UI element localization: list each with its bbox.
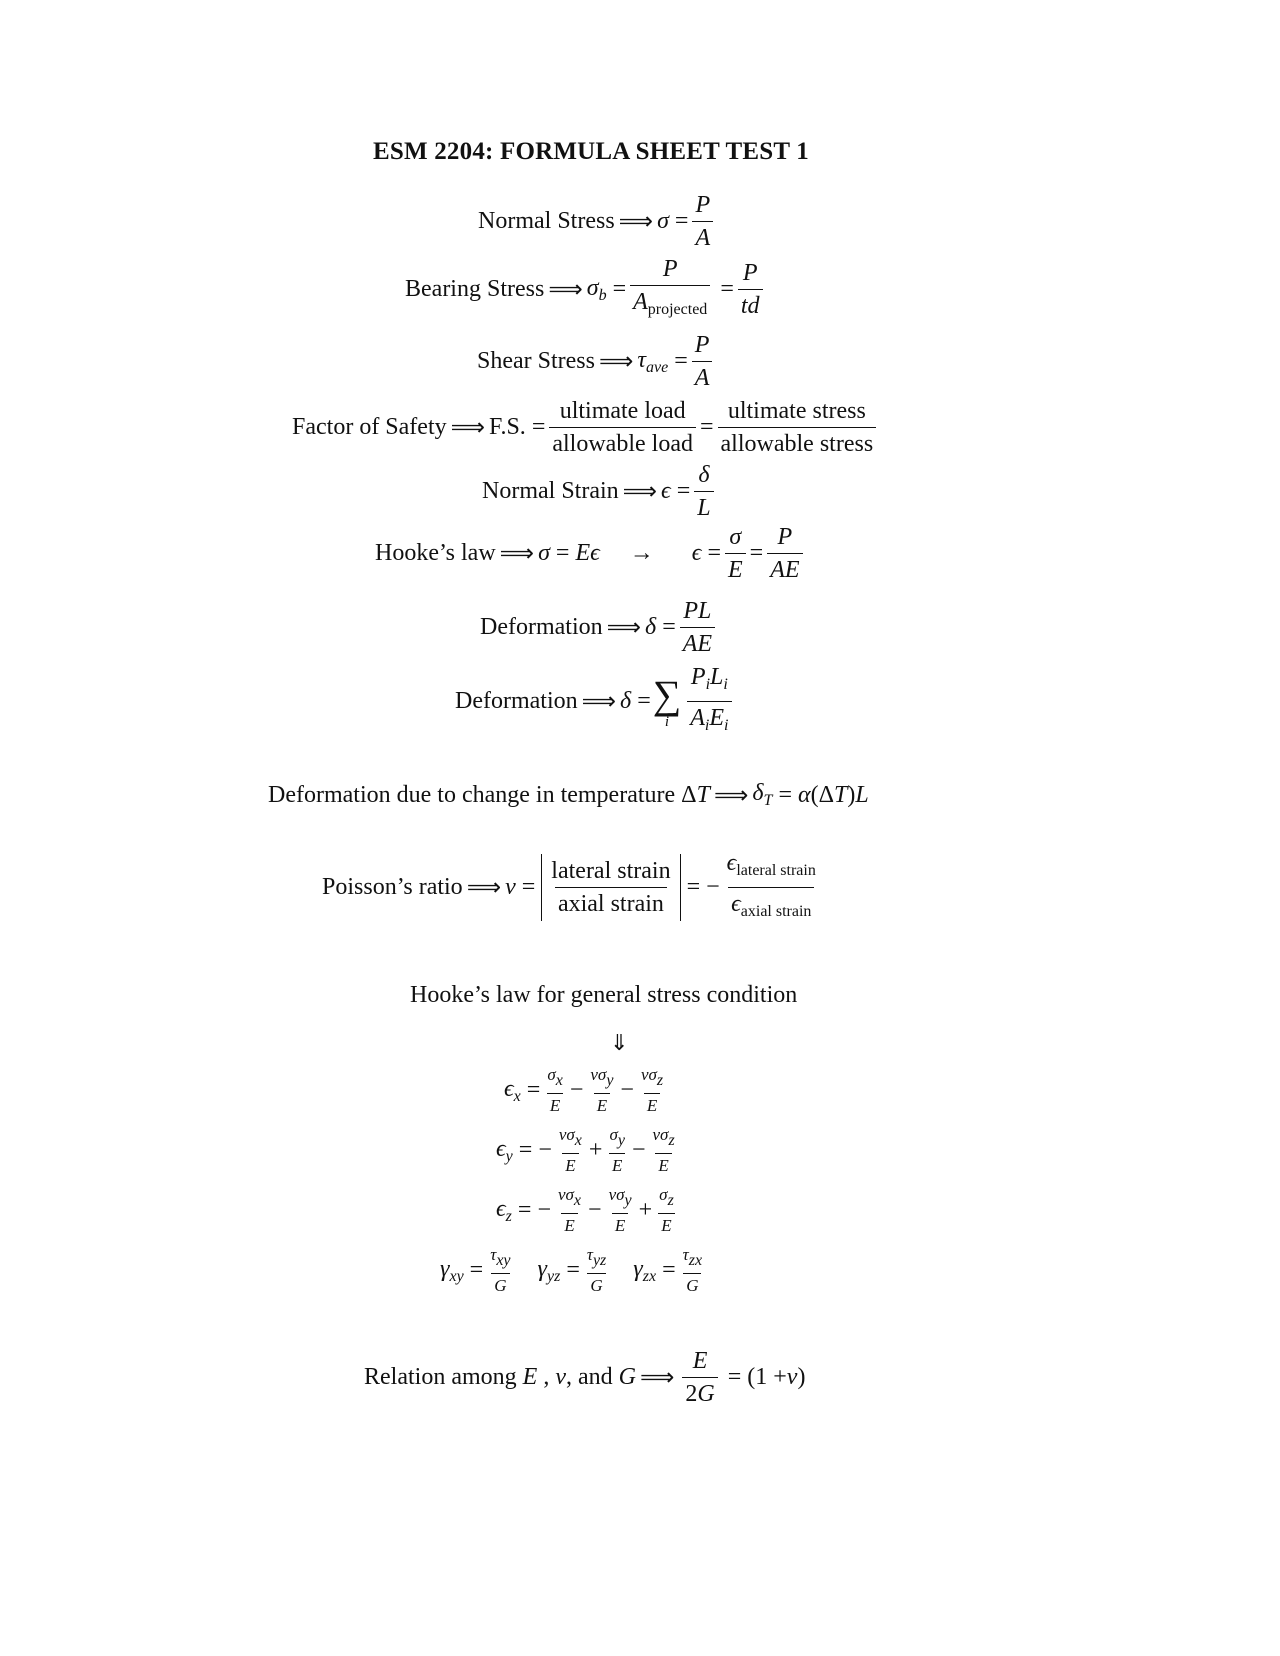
poissons-ratio-formula: Poisson’s ratio ⟹ ν = $\frac{\text{lateral strain}}{\text{axial strain}}$ = − $\frac{\epsilon_{lateral strain}}{\epsilon_{axial strain}}$ — [322, 848, 823, 927]
general-hooke-label: Hooke’s law for general stress condition — [410, 982, 798, 1008]
allowable-stress: allowable stress — [718, 427, 877, 459]
fs-symbol: F.S. — [489, 414, 526, 440]
factor-of-safety-label: Factor of Safety — [292, 414, 447, 440]
axial-strain-sub: axial strain — [740, 903, 812, 920]
factor-of-safety-formula: Factor of Safety ⟹ F.S. = $\frac{\text{ultimate load}}{\text{allowable load}}$ = $\frac{\text{ultimate stress}}{\text{allowable stress}}$ — [292, 396, 880, 459]
thermal-deformation-formula: Deformation due to change in temperature Δ T ⟹ $\delta_T$ = α (Δ T ) L — [268, 780, 869, 809]
hookes-law-label: Hooke’s law — [375, 540, 496, 566]
down-arrow: ⇓ — [610, 1030, 629, 1055]
ultimate-load: ultimate load — [559, 398, 686, 424]
normal-strain-label: Normal Strain — [482, 478, 619, 504]
normal-strain-formula: Normal Strain ⟹ ϵ = $\frac{\delta}{L}$ — [482, 460, 718, 523]
shear-subscript: ave — [645, 358, 669, 376]
bearing-stress-label: Bearing Stress — [405, 276, 545, 302]
thermal-deformation-label: Deformation due to change in temperature — [268, 781, 676, 808]
epsilon-y-equation: $\epsilon_y$ = − $\frac{\text{νσx}}{E}$ + $\frac{\sigma y}{E}$ − $\frac{\text{νσz}}{E}$ — [496, 1125, 675, 1175]
relation-prefix: Relation among — [364, 1364, 517, 1390]
hookes-law-formula: Hooke’s law ⟹ σ = Eϵ → ϵ = $\frac{\sigma}{E}$ = $\frac{P}{AE}$ — [375, 522, 807, 585]
deformation-sum-label: Deformation — [455, 688, 578, 714]
relation-formula: Relation among E , ν , and G ⟹ $\frac{E}{2G}$ = (1 + ν ) — [364, 1348, 806, 1407]
lateral-strain-sub: lateral strain — [736, 862, 816, 879]
epsilon-z-equation: $\epsilon_z$ = − $\frac{\text{νσx}}{E}$ − $\frac{\text{νσy}}{E}$ + $\frac{\sigma z}{E}$ — [496, 1185, 674, 1235]
epsilon-x-equation: $\epsilon_x$ = $\frac{\sigma x}{E}$ − $\frac{\text{νσy}}{E}$ − $\frac{\text{νσz}}{E}$ — [504, 1065, 664, 1115]
allowable-load: allowable load — [549, 427, 696, 459]
normal-stress-label: Normal Stress — [478, 208, 615, 234]
bearing-stress-formula: Bearing Stress ⟹ $\sigma_b$ = $\frac{P}{A_{projected}}$ = $\frac{P}{td}$ — [405, 254, 767, 325]
normal-stress-formula: Normal Stress ⟹ σ = $\frac{P}{A}$ — [478, 190, 717, 253]
shear-strain-equations: $\gamma_{xy}$ = $\frac{\text{τxy}}{G}$ $\gamma_{yz}$ = $\frac{\text{τyz}}{G}$ $\gamma_{zx}$ = $\frac{\text{τzx}}{G}$ — [440, 1245, 703, 1295]
general-hooke-equations — [440, 1060, 860, 1320]
poissons-ratio-label: Poisson’s ratio — [322, 874, 463, 900]
lateral-strain: lateral strain — [551, 858, 671, 884]
page-title: ESM 2204: FORMULA SHEET TEST 1 — [373, 138, 809, 165]
deformation-sum-formula: Deformation ⟹ δ = ∑ i $\frac{P_iL_i}{A_iE_i}$ — [455, 662, 736, 741]
relation-and: , and — [565, 1364, 613, 1390]
shear-stress-formula: Shear Stress ⟹ $\tau_{ave}$ = $\frac{P}{A}$ — [477, 330, 716, 393]
general-hooke-heading — [410, 982, 797, 1009]
shear-stress-label: Shear Stress — [477, 348, 595, 374]
axial-strain: axial strain — [555, 887, 667, 919]
ultimate-stress: ultimate stress — [727, 398, 866, 424]
deformation-formula: Deformation ⟹ δ = $\frac{PL}{AE}$ — [480, 596, 719, 659]
deformation-label: Deformation — [480, 614, 603, 640]
bearing-subscript: projected — [647, 301, 708, 318]
